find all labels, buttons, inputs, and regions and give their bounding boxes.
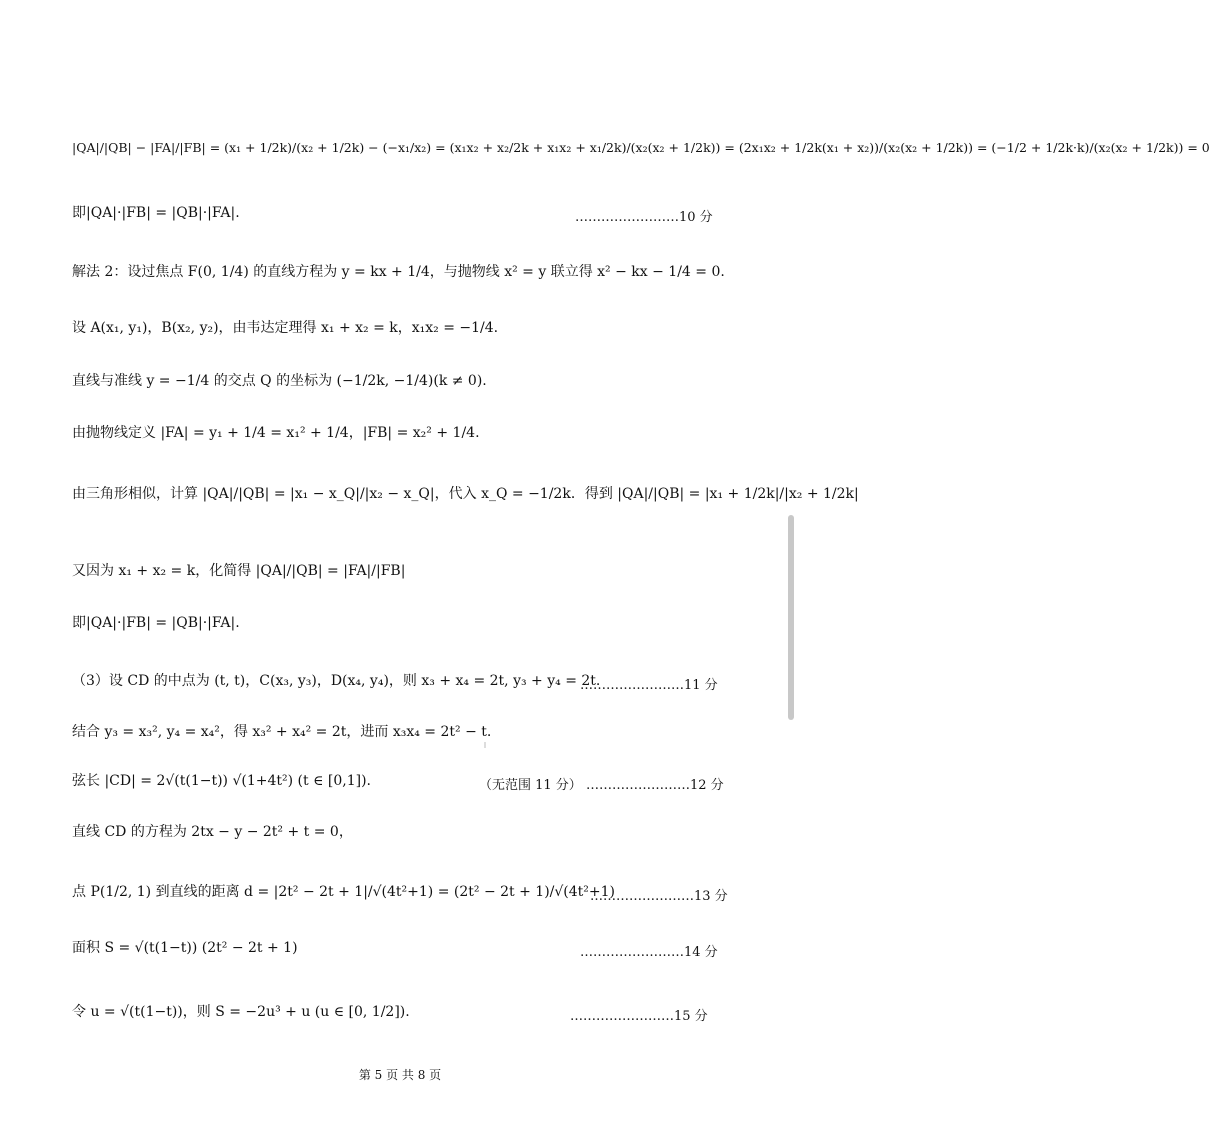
stray-mark (484, 742, 486, 748)
method-2-intro: 解法 2：设过焦点 F(0, 1/4) 的直线方程为 y = kx + 1/4，与抛物线 x² = y 联立得 x² − kx − 1/4 = 0. (72, 264, 725, 280)
area-line: 面积 S = √(t(1−t)) (2t² − 2t + 1) (72, 940, 298, 956)
equation-ratio-difference: |QA|/|QB| − |FA|/|FB| = (x₁ + 1/2k)/(x₂ + 1/2k) − (−x₁/x₂) = (x₁x₂ + x₂/2k + x₁x₂ + x₁/2k)/(x₂(x₂ + 1/2k)) = (2x₁x₂ + 1/2k(x₁ + x₂))/(x₂(x₂ + 1/2k)) = (−1/2 + 1/2k·k)/(x₂(x₂ + 1/2k)) = 0 (72, 140, 1210, 155)
page-footer: 第 5 页 共 8 页 (358, 1068, 442, 1082)
conclusion-line-2: 即|QA|·|FB| = |QB|·|FA|. (72, 615, 240, 631)
vertical-scrollbar[interactable] (788, 515, 794, 720)
combine-line: 结合 y₃ = x₃², y₄ = x₄²，得 x₃² + x₄² = 2t，进而 x₃x₄ = 2t² − t. (72, 724, 492, 740)
score-10: ……………………10 分 (575, 210, 713, 225)
chord-length-line: 弦长 |CD| = 2√(t(1−t)) √(1+4t²) (t ∈ [0,1]). (72, 773, 371, 789)
score-11: ……………………11 分 (580, 678, 718, 693)
similar-triangles-line: 由三角形相似，计算 |QA|/|QB| = |x₁ − x_Q|/|x₂ − x_Q|，代入 x_Q = −1/2k．得到 |QA|/|QB| = |x₁ + 1/2k|/|x₂ + 1/2k| (72, 486, 859, 502)
parabola-definition-line: 由抛物线定义 |FA| = y₁ + 1/4 = x₁² + 1/4，|FB| = x₂² + 1/4. (72, 425, 480, 441)
vieta-line: 设 A(x₁, y₁)，B(x₂, y₂)，由韦达定理得 x₁ + x₂ = k，x₁x₂ = −1/4. (72, 320, 499, 336)
distance-line: 点 P(1/2, 1) 到直线的距离 d = |2t² − 2t + 1|/√(4t²+1) = (2t² − 2t + 1)/√(4t²+1) (72, 884, 615, 900)
conclusion-line-1: 即|QA|·|FB| = |QB|·|FA|. (72, 205, 240, 221)
line-cd-equation: 直线 CD 的方程为 2tx − y − 2t² + t = 0， (72, 824, 353, 840)
score-12: （无范围 11 分） ……………………12 分 (479, 778, 724, 793)
intersection-q-line: 直线与准线 y = −1/4 的交点 Q 的坐标为 (−1/2k, −1/4)(k ≠ 0). (72, 373, 487, 389)
score-15: ……………………15 分 (570, 1009, 708, 1024)
score-13: ……………………13 分 (590, 889, 728, 904)
substitution-line: 令 u = √(t(1−t))，则 S = −2u³ + u (u ∈ [0, 1/2]). (72, 1004, 410, 1020)
part-3-midpoint-line: （3）设 CD 的中点为 (t, t)，C(x₃, y₃)，D(x₄, y₄)，则 x₃ + x₄ = 2t, y₃ + y₄ = 2t. (72, 673, 601, 689)
score-14: ……………………14 分 (580, 945, 718, 960)
simplify-line: 又因为 x₁ + x₂ = k，化简得 |QA|/|QB| = |FA|/|FB| (72, 563, 406, 579)
